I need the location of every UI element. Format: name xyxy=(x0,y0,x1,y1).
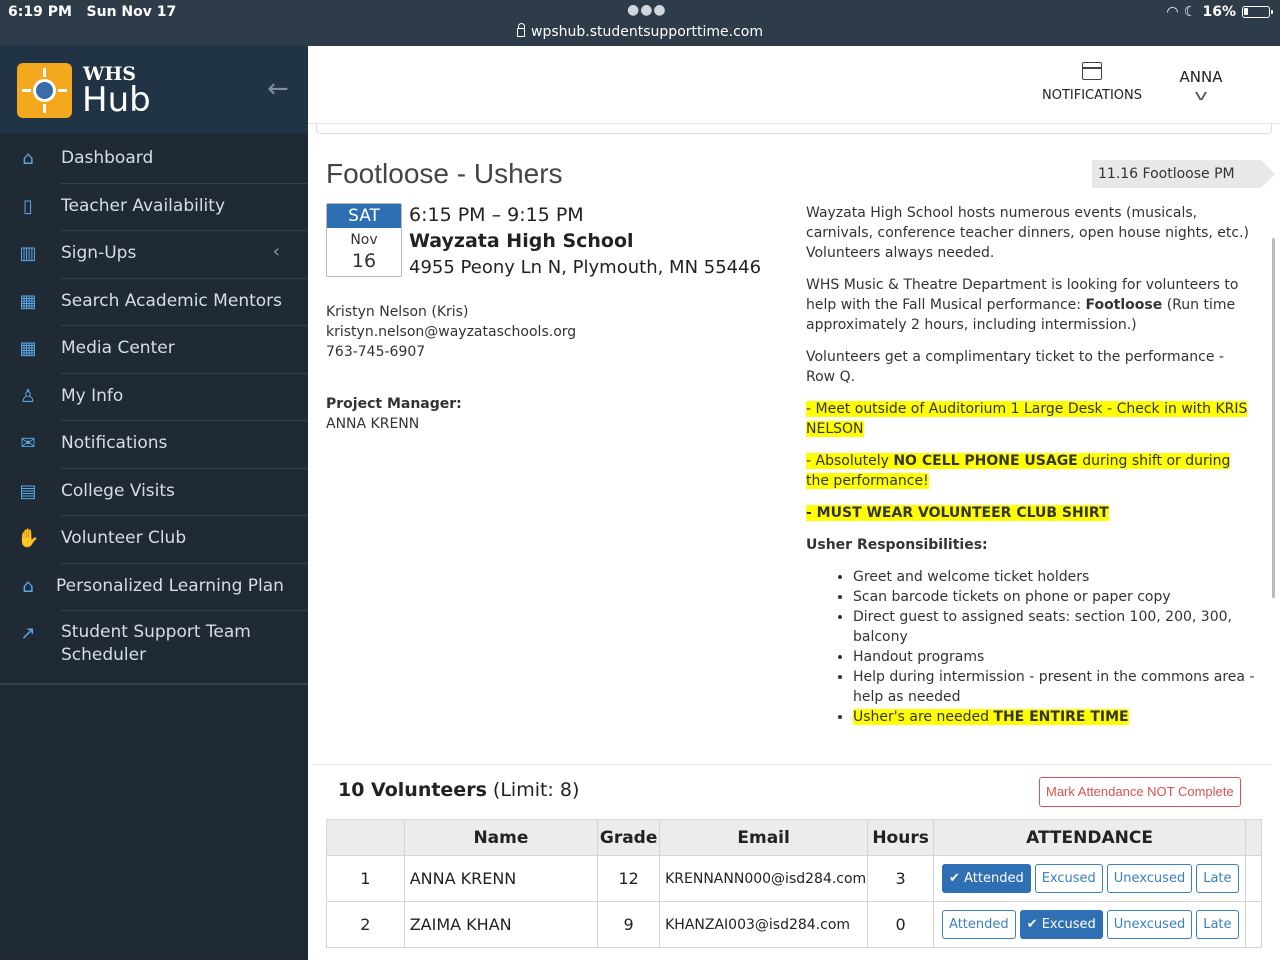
graduation-cap-icon: ⌂ xyxy=(22,575,34,597)
sun-logo-icon[interactable] xyxy=(17,63,72,118)
check-icon: ✔ xyxy=(1026,917,1038,932)
contact-phone-link[interactable]: 763-745-6907 xyxy=(326,344,426,360)
calendar-icon xyxy=(1082,62,1102,80)
chevron-down-icon: v xyxy=(1194,88,1208,104)
table-header xyxy=(327,820,1262,856)
contact-email-link[interactable]: kristyn.nelson@wayzataschools.org xyxy=(326,324,577,340)
browser-menu-dots[interactable]: ●●● xyxy=(627,2,667,18)
list-item: • Handout programs xyxy=(853,647,1256,667)
lock-icon xyxy=(517,28,525,37)
late-button[interactable]: Late xyxy=(1196,864,1238,893)
user-icon: ♙ xyxy=(19,385,37,407)
sidebar-item-volunteer-club[interactable]: ✋ Volunteer Club xyxy=(0,516,308,564)
status-time: 6:19 PM Sun Nov 17 xyxy=(8,4,177,20)
panel-edge xyxy=(316,124,1272,134)
wifi-icon: ◠ xyxy=(1167,4,1178,20)
sidebar-item-college-visits[interactable]: ▤ College Visits xyxy=(0,469,308,517)
hand-icon: ✋ xyxy=(17,528,40,549)
event-address: 4955 Peony Ln N, Plymouth, MN 55446 xyxy=(409,257,762,278)
notifications-button[interactable]: NOTIFICATIONS xyxy=(1042,62,1142,103)
book-icon: ▥ xyxy=(19,243,37,264)
check-icon: ✔ xyxy=(949,871,960,886)
table-row: 2 ZAIMA KHAN 9 KHANZAI003@isd284.com 0 Attended ✔ Excused Unexcused Late xyxy=(327,902,1262,948)
sidebar-item-media-center[interactable]: ▦ Media Center xyxy=(0,326,308,374)
attended-button[interactable]: Attended xyxy=(942,910,1016,939)
document-icon: ▯ xyxy=(23,195,33,217)
scrollbar[interactable] xyxy=(1272,238,1275,598)
sidebar-nav xyxy=(0,136,308,683)
user-menu[interactable]: ANNA v xyxy=(1176,68,1226,104)
status-bar xyxy=(0,0,1280,46)
sidebar-item-dashboard[interactable]: ⌂ Dashboard xyxy=(0,136,308,184)
mark-attendance-button[interactable]: Mark Attendance NOT Complete xyxy=(1039,777,1241,807)
page-title: Footloose - Ushers xyxy=(326,158,563,189)
nav-divider xyxy=(0,683,308,685)
list-item: • Greet and welcome ticket holders xyxy=(853,567,1256,587)
brand xyxy=(0,46,308,134)
battery-percent: 16% xyxy=(1202,4,1236,20)
attended-button[interactable]: ✔ Attended xyxy=(942,864,1031,893)
column-grade[interactable]: Grade xyxy=(598,820,660,856)
calendar-icon: ▦ xyxy=(19,290,37,312)
sidebar-item-my-info[interactable]: ♙ My Info xyxy=(0,374,308,422)
volunteers-table xyxy=(326,819,1262,948)
top-header xyxy=(308,46,1280,124)
moon-icon: ☾ xyxy=(1183,4,1197,20)
home-icon: ⌂ xyxy=(22,148,34,169)
brand-line2: Hub xyxy=(82,80,151,120)
external-link-icon: ↗ xyxy=(20,623,36,644)
battery-icon xyxy=(1242,6,1270,18)
brand-line1: WHS xyxy=(83,63,137,85)
sidebar-item-notifications[interactable]: ✉ Notifications xyxy=(0,421,308,469)
event-place: Wayzata High School xyxy=(409,230,634,252)
address-bar[interactable]: wpshub.studentsupporttime.com xyxy=(0,24,1280,40)
calendar-icon: ▦ xyxy=(19,338,37,359)
event-time: 6:15 PM – 9:15 PM xyxy=(409,204,584,226)
unexcused-button[interactable]: Unexcused xyxy=(1107,910,1192,939)
volunteers-heading: 10 Volunteers (Limit: 8) xyxy=(338,779,580,801)
list-item: • Scan barcode tickets on phone or paper copy xyxy=(853,587,1256,607)
column-attendance: ATTENDANCE xyxy=(934,820,1246,856)
table-row: 1 ANNA KRENN 12 KRENNANN000@isd284.com 3 ✔ Attended Excused Unexcused Late xyxy=(327,856,1262,902)
sidebar-item-personalized-learning-plan[interactable]: ⌂ Personalized Learning Plan xyxy=(0,564,308,612)
event-description: Wayzata High School hosts numerous events (musicals, carnivals, conference teacher dinners, open house nights, etc.) Volunteers always needed. WHS Music & Theatre Department is looking for volunteers to help with the Fall Musical performance: Footloose (Run time approximately 2 hours, including intermission.) Volunteers get a complimentary ticket to the performance - Row Q. - Meet outside of Auditorium 1 Large Desk - Check in with KRIS NELSON - Absolutely NO CELL PHONE USAGE during shift or during the performance! - MUST WEAR VOLUNTEER CLUB SHIRT Usher Responsibilities: • Greet and welcome ticket holders • Scan barcode tickets on phone or paper copy • Direct guest to assigned seats: section 100, 200, 300, balcony • Handout programs • Help during intermission - present in the commons area - help as needed • Usher's are needed THE ENTIRE TIME xyxy=(806,203,1256,727)
sidebar-item-search-academic-mentors[interactable]: ▦ Search Academic Mentors xyxy=(0,279,308,327)
arrow-left-icon[interactable]: ← xyxy=(267,74,289,104)
list-item: • Help during intermission - present in the commons area - help as needed xyxy=(853,667,1256,707)
list-item: • Direct guest to assigned seats: section 100, 200, 300, balcony xyxy=(853,607,1256,647)
excused-button[interactable]: Excused xyxy=(1035,864,1103,893)
sidebar xyxy=(0,46,308,960)
volunteers-panel xyxy=(312,764,1272,964)
list-item: • Usher's are needed THE ENTIRE TIME xyxy=(853,707,1256,727)
date-badge: SAT Nov 16 xyxy=(326,203,402,277)
late-button[interactable]: Late xyxy=(1196,910,1238,939)
sidebar-item-student-support-team-scheduler[interactable]: ↗ Student Support Team Scheduler xyxy=(0,611,308,683)
column-email[interactable]: Email xyxy=(660,820,868,856)
column-name[interactable]: Name xyxy=(404,820,597,856)
sidebar-item-sign-ups[interactable]: ▥ Sign-Ups ‹ xyxy=(0,231,308,279)
main-content xyxy=(308,124,1280,960)
envelope-icon: ✉ xyxy=(20,433,36,454)
sidebar-item-teacher-availability[interactable]: ▯ Teacher Availability xyxy=(0,184,308,232)
column-hours[interactable]: Hours xyxy=(868,820,934,856)
event-tag: 11.16 Footloose PM xyxy=(1092,160,1261,188)
unexcused-button[interactable]: Unexcused xyxy=(1107,864,1192,893)
briefcase-icon: ▤ xyxy=(19,480,37,502)
excused-button[interactable]: ✔ Excused xyxy=(1020,910,1103,939)
responsibilities-list xyxy=(853,567,1256,727)
contact-info: Kristyn Nelson (Kris) kristyn.nelson@wayzataschools.org 763-745-6907 xyxy=(326,304,577,360)
status-indicators xyxy=(1167,4,1270,20)
chevron-left-icon: ‹ xyxy=(272,241,280,262)
project-manager: Project Manager: ANNA KRENN xyxy=(326,396,462,432)
